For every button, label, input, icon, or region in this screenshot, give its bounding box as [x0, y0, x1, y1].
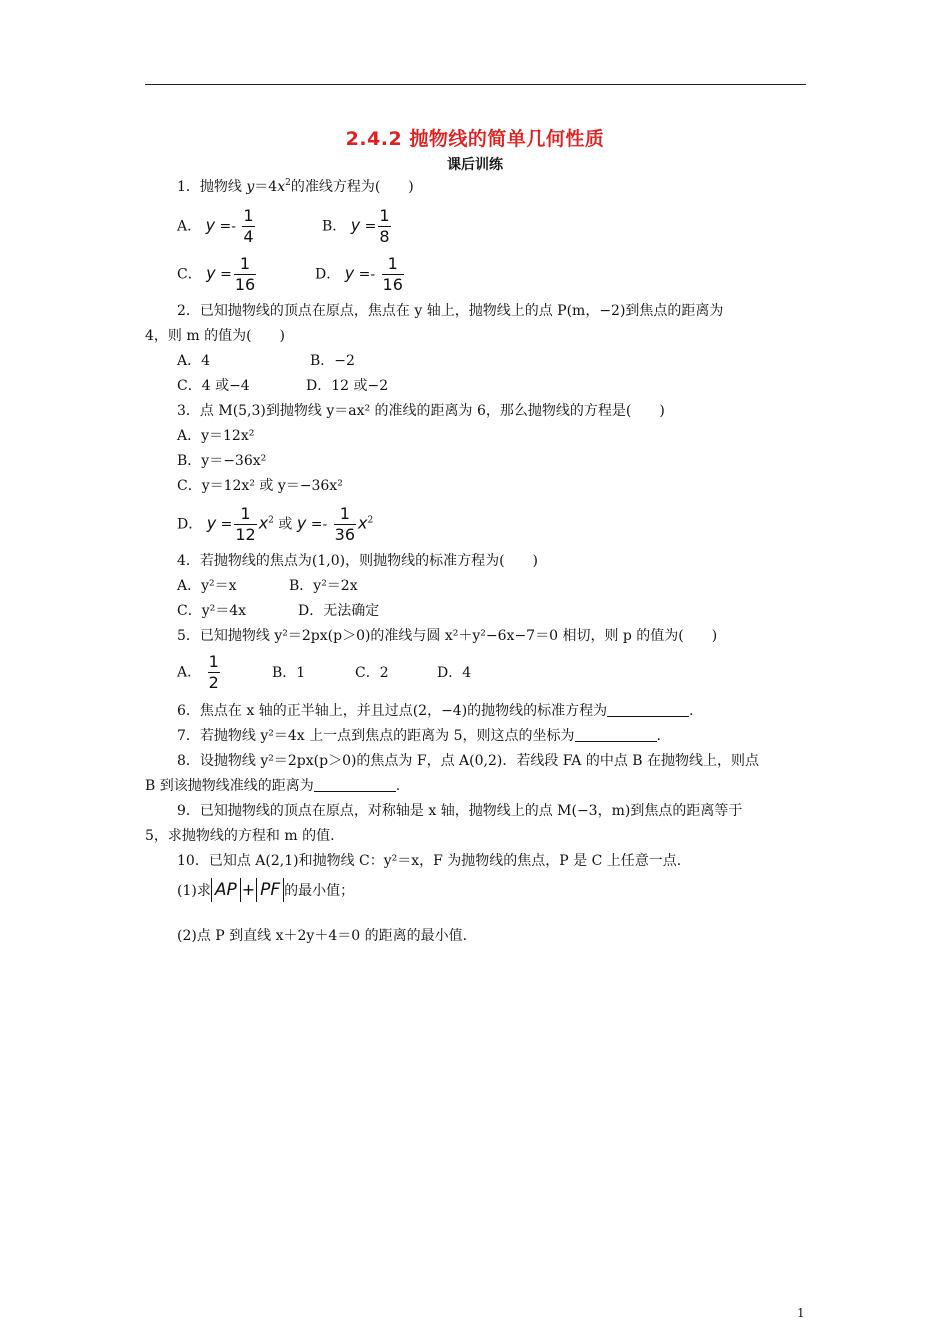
- question-2-line-1: 2．已知抛物线的顶点在原点，焦点在 y 轴上，抛物线上的点 P(m，−2)到焦点的距离为: [177, 303, 724, 319]
- question-2-line-2: 4，则 m 的值为( ): [145, 328, 286, 344]
- header-rule: [145, 84, 806, 85]
- question-7: 7．若抛物线 y²＝4x 上一点到焦点的距离为 5，则这点的坐标为 .: [177, 728, 661, 744]
- abs-pf: PF: [256, 878, 284, 902]
- question-1: 1．抛物线 $y=4x^2$的准线方程为( ): [177, 178, 414, 195]
- page-subtitle: 课后训练: [447, 157, 503, 173]
- question-6: 6．焦点在 x 轴的正半轴上，并且过点(2，−4)的抛物线的标准方程为 .: [177, 703, 694, 719]
- question-8-line-2: B 到该抛物线准线的距离为 .: [145, 778, 401, 794]
- q3-option-a: A．y＝12x²: [177, 428, 255, 444]
- q4-option-b: B．y²＝2x: [289, 578, 358, 594]
- fraction: $\frac{1}{16}$: [382, 254, 403, 294]
- q1-option-a: A． y =- $\frac{1}{4}$: [177, 206, 254, 246]
- q2-option-a: A．4: [177, 353, 211, 369]
- question-9-line-1: 9．已知抛物线的顶点在原点，对称轴是 x 轴，抛物线上的点 M(−3，m)到焦点的距离等于: [177, 803, 743, 819]
- page-title: 2.4.2 抛物线的简单几何性质: [345, 128, 605, 150]
- q2-option-d: D．12 或−2: [306, 378, 389, 394]
- q5-option-c: C．2: [355, 665, 389, 681]
- abs-ap: AP: [211, 878, 241, 902]
- question-8-line-1: 8．设抛物线 y²＝2px(p＞0)的焦点为 F，点 A(0,2)．若线段 FA 的中点 B 在抛物线上，则点: [177, 753, 760, 769]
- fraction: $\frac{1}{2}$: [208, 652, 219, 692]
- fraction: $\frac{1}{4}$: [243, 206, 254, 246]
- q3-option-b: B．y＝−36x²: [177, 453, 267, 469]
- question-10-part-2: (2)点 P 到直线 x＋2y＋4＝0 的距离的最小值.: [177, 928, 468, 944]
- q4-option-a: A．y²＝x: [177, 578, 237, 594]
- q4-option-d: D．无法确定: [298, 603, 380, 619]
- question-9-line-2: 5，求抛物线的方程和 m 的值.: [145, 828, 335, 844]
- q3-option-c: C．y＝12x² 或 y＝−36x²: [177, 478, 343, 494]
- fraction: $\frac{1}{8}$: [379, 206, 390, 246]
- q2-option-c: C．4 或−4: [177, 378, 250, 394]
- answer-blank[interactable]: [314, 777, 396, 792]
- q5-option-d: D．4: [437, 665, 472, 681]
- q3-option-d: D． y = $\frac{1}{12}$ $x^2$ 或 y =- $\frac{1}{36}$ $x^2$: [177, 504, 374, 544]
- fraction: $\frac{1}{36}$: [334, 504, 356, 544]
- page-number: 1: [797, 1306, 805, 1320]
- answer-blank[interactable]: [607, 702, 689, 717]
- q2-option-b: B．−2: [310, 353, 355, 369]
- q1-option-d: D． y =- $\frac{1}{16}$: [315, 254, 403, 294]
- question-4: 4．若抛物线的焦点为(1,0)，则抛物线的标准方程为( ): [177, 553, 539, 569]
- fraction: $\frac{1}{12}$: [235, 504, 256, 544]
- question-5: 5．已知抛物线 y²＝2px(p＞0)的准线与圆 x²＋y²−6x−7＝0 相切，则 p 的值为( ): [177, 628, 718, 644]
- fraction: $\frac{1}{16}$: [234, 254, 256, 294]
- q5-option-a: A． $\frac{1}{2}$: [177, 652, 219, 692]
- q1-option-c: C． y = $\frac{1}{16}$: [177, 254, 256, 294]
- answer-blank[interactable]: [575, 727, 657, 742]
- q1-option-b: B． y = $\frac{1}{8}$: [322, 206, 390, 246]
- question-10: 10．已知点 A(2,1)和抛物线 C：y²＝x，F 为抛物线的焦点，P 是 C 上任意一点.: [177, 853, 682, 869]
- question-3: 3．点 M(5,3)到抛物线 y＝ax² 的准线的距离为 6，那么抛物线的方程是( ): [177, 403, 665, 419]
- question-10-part-1: (1)求 AP + PF 的最小值；: [177, 880, 355, 900]
- q5-option-b: B．1: [272, 665, 306, 681]
- q4-option-c: C．y²＝4x: [177, 603, 247, 619]
